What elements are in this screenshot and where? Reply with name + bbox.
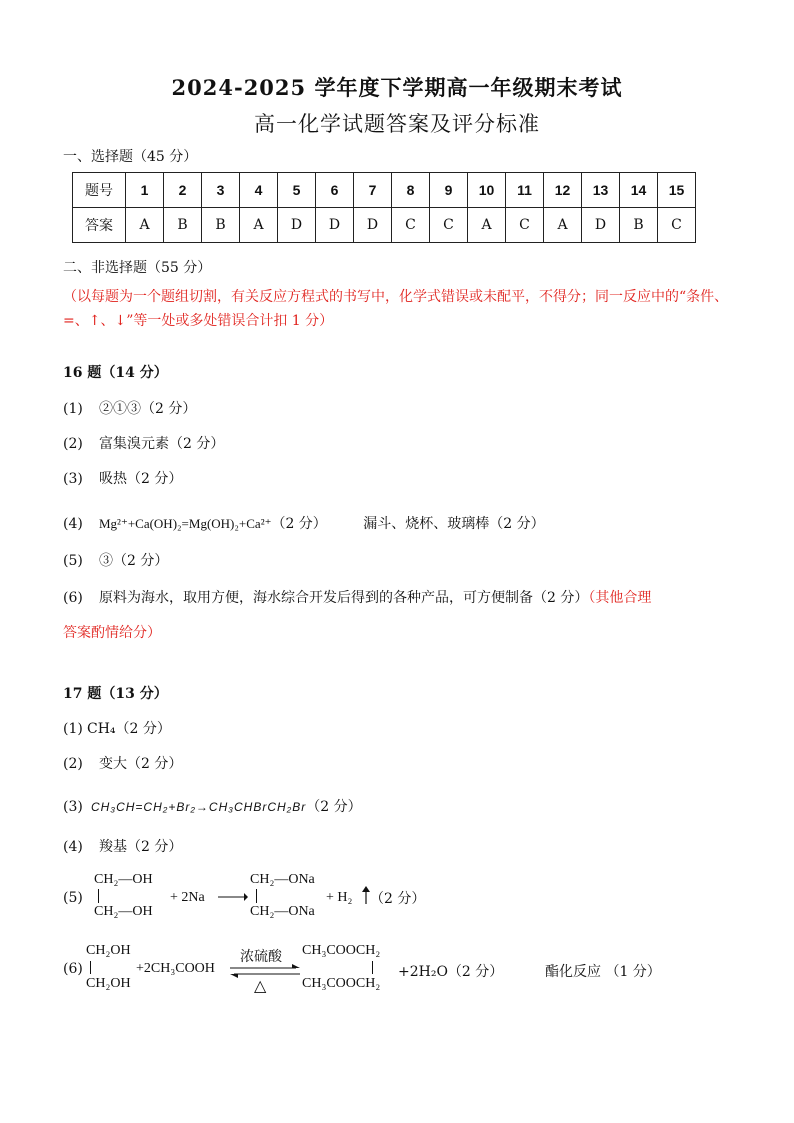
question-number: 14 <box>620 173 658 208</box>
table-row <box>73 173 696 208</box>
answer-cell: C <box>506 208 544 243</box>
question-number: 3 <box>202 173 240 208</box>
q16-item-5 <box>63 550 168 570</box>
item-answer: 富集溴元素（2 分） <box>99 436 225 452</box>
answer-cell: D <box>316 208 354 243</box>
product-bottom: CH₃COOCH₂ <box>302 976 381 991</box>
product-top: CH₃COOCH₂ <box>302 943 381 958</box>
item-answer: CH₄（2 分） <box>87 721 171 737</box>
q17-item-1 <box>63 718 171 738</box>
bond-line <box>98 889 99 903</box>
item-score: （2 分） <box>306 799 362 815</box>
item-note: （其他合理 <box>588 590 652 606</box>
bond-line <box>90 961 91 974</box>
answer-cell: C <box>658 208 696 243</box>
row-label: 题号 <box>73 173 126 208</box>
item-answer: 原料为海水，取用方便，海水综合开发后得到的各种产品，可方便制备（2 分） <box>99 590 589 606</box>
answer-cell: C <box>392 208 430 243</box>
answer-table <box>72 172 696 243</box>
item-score: （2 分） <box>271 516 327 532</box>
question-number: 5 <box>278 173 316 208</box>
question-number: 15 <box>658 173 696 208</box>
answer-cell: A <box>126 208 164 243</box>
item-score: （2 分） <box>370 891 426 907</box>
question-number: 12 <box>544 173 582 208</box>
section2-heading: 二、非选择题（55 分） <box>63 260 212 276</box>
condition-catalyst: 浓硫酸 <box>240 949 282 965</box>
item-number: (6) <box>63 590 83 606</box>
answer-cell: C <box>430 208 468 243</box>
question-number: 6 <box>316 173 354 208</box>
item-answer: 羧基（2 分） <box>99 839 183 855</box>
item-number: (4) <box>63 839 83 855</box>
item-answer: ③（2 分） <box>99 553 169 569</box>
ionic-equation: Mg²⁺+Ca(OH)₂=Mg(OH)₂+Ca²⁺ <box>99 516 272 531</box>
row-label: 答案 <box>73 208 126 243</box>
q17-heading: 17 题（13 分） <box>63 686 168 702</box>
q16-item-2 <box>63 433 224 453</box>
answer-cell: A <box>468 208 506 243</box>
item-number: (5) <box>63 553 83 569</box>
answer-cell: B <box>202 208 240 243</box>
q16-heading: 16 题（14 分） <box>63 365 168 381</box>
answer-cell: A <box>544 208 582 243</box>
question-number: 8 <box>392 173 430 208</box>
reaction-type: 酯化反应 （1 分） <box>545 964 661 980</box>
answer-cell: D <box>354 208 392 243</box>
q16-item-3 <box>63 468 182 488</box>
item-number: (5) <box>63 890 83 906</box>
grading-note: （以每题为一个题组切割，有关反应方程式的书写中，化学式错误或未配平，不得分；同一反应中的“条件、=、↑、↓”等一处或多处错误合计扣 1 分） <box>63 289 729 329</box>
question-number: 7 <box>354 173 392 208</box>
q16-item-6 <box>63 587 651 607</box>
item-number: (2) <box>63 436 83 452</box>
reactant-bottom: CH₂—OH <box>94 904 153 919</box>
item-answer: 吸热（2 分） <box>99 471 183 487</box>
item-number: (3) <box>63 799 83 815</box>
question-number: 2 <box>164 173 202 208</box>
question-number: 11 <box>506 173 544 208</box>
product-bottom: CH₂—ONa <box>250 904 315 919</box>
reactant-top: CH₂OH <box>86 943 131 958</box>
up-arrow-icon <box>362 886 370 904</box>
page-title: 2024-2025 学年度下学期高一年级期末考试 <box>171 75 623 100</box>
addition-equation: CH₃CH=CH₂+Br₂→CH₃CHBrCH₂Br <box>91 800 307 814</box>
answer-cell: B <box>620 208 658 243</box>
answer-cell: D <box>582 208 620 243</box>
question-number: 13 <box>582 173 620 208</box>
q16-item-4 <box>63 513 545 533</box>
item-number: (6) <box>63 961 83 977</box>
reagent: + 2Na <box>170 890 205 905</box>
item-extra-answer: 漏斗、烧杯、玻璃棒（2 分） <box>363 516 545 532</box>
item-number: (1) <box>63 721 83 737</box>
reaction-arrow <box>218 891 248 903</box>
question-number: 4 <box>240 173 278 208</box>
item-number: (4) <box>63 516 83 532</box>
item-score: +2H₂O（2 分） <box>398 964 504 980</box>
q16-item-6-note-cont: 答案酌情给分） <box>63 625 161 641</box>
q17-item-4 <box>63 836 182 856</box>
item-answer: 变大（2 分） <box>99 756 183 772</box>
question-number: 1 <box>126 173 164 208</box>
table-row <box>73 208 696 243</box>
product-top: CH₂—ONa <box>250 872 315 887</box>
bond-line <box>256 889 257 903</box>
q17-item-3 <box>63 796 362 816</box>
q17-item-2 <box>63 753 182 773</box>
gas-product: + H₂ <box>326 890 353 905</box>
reactant-bottom: CH₂OH <box>86 976 131 991</box>
item-number: (3) <box>63 471 83 487</box>
section1-heading: 一、选择题（45 分） <box>63 149 198 165</box>
condition-heat: △ <box>254 976 267 995</box>
item-answer: ②①③（2 分） <box>99 401 197 417</box>
question-number: 10 <box>468 173 506 208</box>
question-number: 9 <box>430 173 468 208</box>
q16-item-1 <box>63 398 196 418</box>
answer-cell: B <box>164 208 202 243</box>
reactant-top: CH₂—OH <box>94 872 153 887</box>
page-subtitle: 高一化学试题答案及评分标准 <box>254 112 540 136</box>
answer-cell: D <box>278 208 316 243</box>
answer-cell: A <box>240 208 278 243</box>
item-number: (2) <box>63 756 83 772</box>
item-number: (1) <box>63 401 83 417</box>
bond-line <box>372 961 373 974</box>
reagent: +2CH₃COOH <box>136 961 215 976</box>
